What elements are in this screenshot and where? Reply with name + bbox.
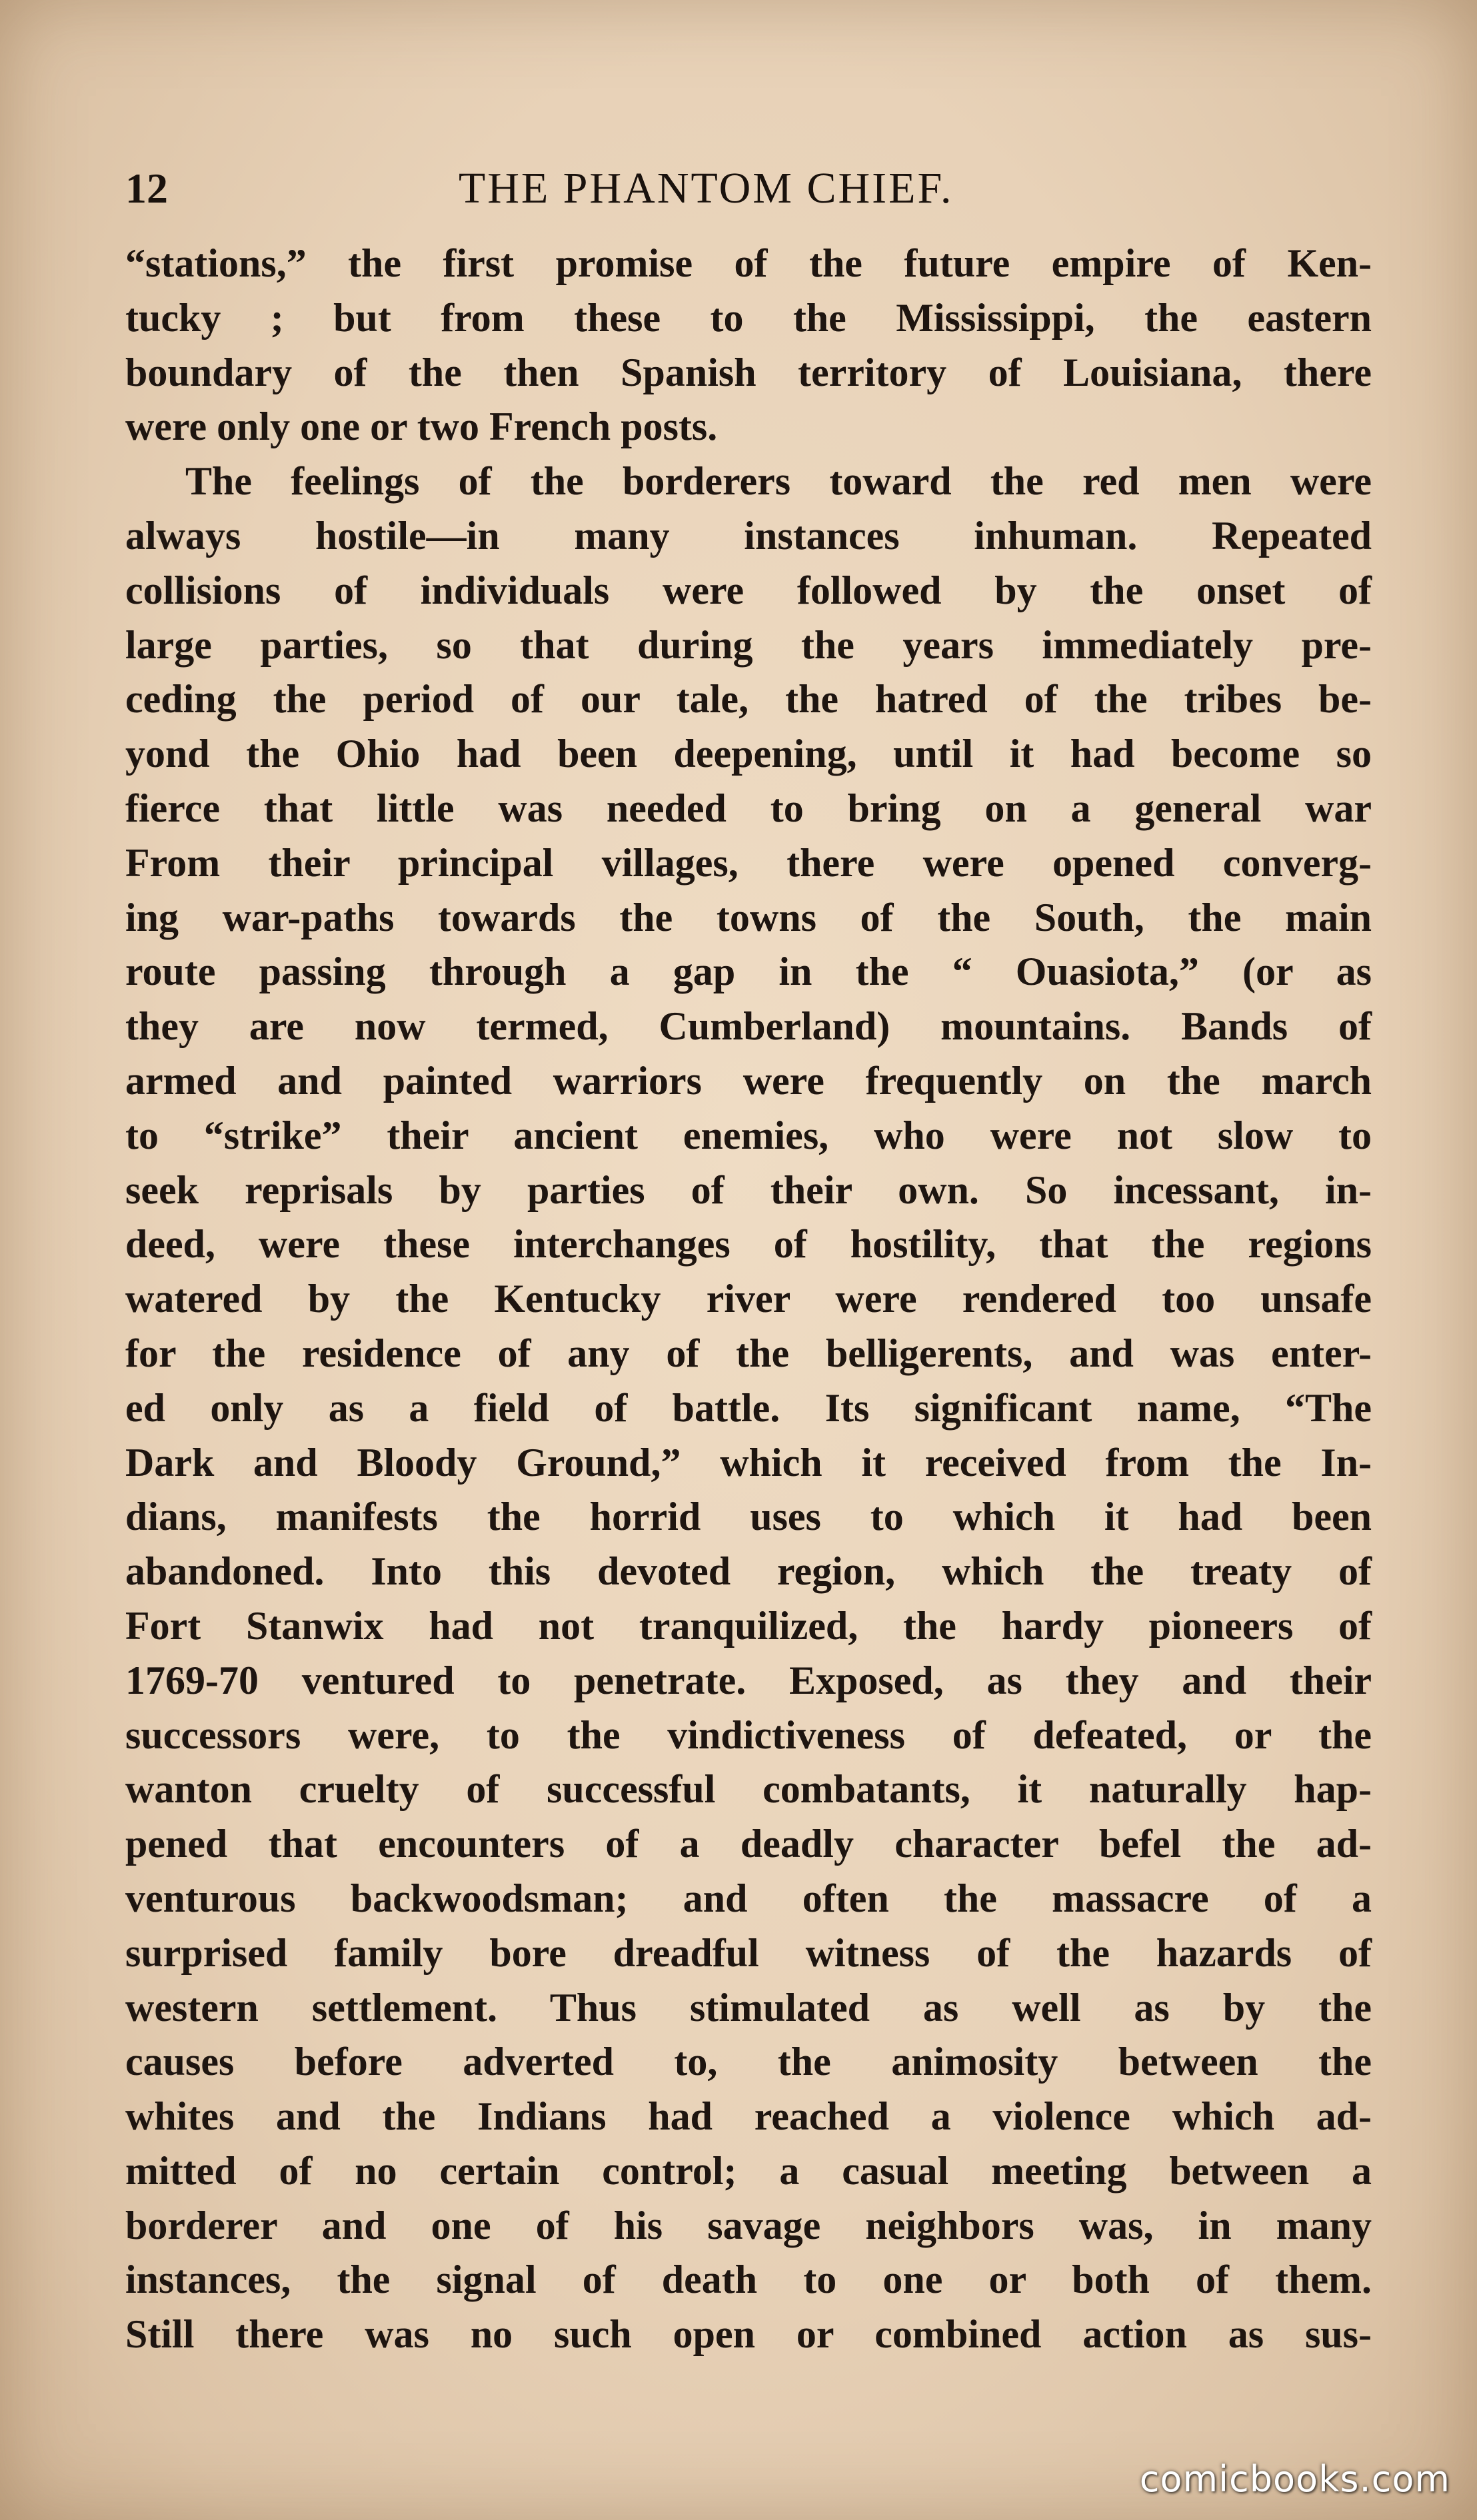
- text-line: surprised family bore dreadful witness of the hazards of: [125, 1930, 1372, 1975]
- text-line: venturous backwoodsman; and often the massacre of a: [125, 1876, 1372, 1920]
- text-line: yond the Ohio had been deepening, until it had become so: [125, 732, 1372, 776]
- text-line: successors were, to the vindictiveness of defeated, or the: [125, 1712, 1372, 1757]
- text-line: ing war-paths towards the towns of the South, the main: [125, 895, 1372, 940]
- text-line: dians, manifests the horrid uses to which it had been: [125, 1495, 1372, 1539]
- text-line: they are now termed, Cumberland) mountains. Bands of: [125, 1004, 1372, 1049]
- page-header: [125, 159, 1378, 219]
- text-line: armed and painted warriors were frequently on the march: [125, 1058, 1372, 1103]
- text-line: large parties, so that during the years immediately pre-: [125, 622, 1372, 667]
- page-number: 12: [125, 165, 168, 212]
- text-line: were only one or two French posts.: [125, 404, 718, 449]
- text-line: borderer and one of his savage neighbors was, in many: [125, 2203, 1372, 2247]
- text-line: boundary of the then Spanish territory of Louisiana, there: [125, 350, 1372, 394]
- text-line: causes before adverted to, the animosity between the: [125, 2040, 1372, 2084]
- text-line: wanton cruelty of successful combatants, it naturally hap-: [125, 1767, 1372, 1812]
- text-line: watered by the Kentucky river were rendered too unsafe: [125, 1277, 1372, 1321]
- text-line: collisions of individuals were followed by the onset of: [125, 568, 1372, 612]
- text-line: Fort Stanwix had not tranquilized, the hardy pioneers of: [125, 1603, 1372, 1648]
- text-line: instances, the signal of death to one or both of them.: [125, 2257, 1372, 2302]
- text-line: 1769-70 ventured to penetrate. Exposed, as they and their: [125, 1658, 1372, 1702]
- text-line: pened that encounters of a deadly character befel the ad-: [125, 1822, 1372, 1866]
- text-line: seek reprisals by parties of their own. So incessant, in-: [125, 1167, 1372, 1212]
- text-line: mitted of no certain control; a casual meeting between a: [125, 2148, 1372, 2193]
- body-text: [125, 237, 1372, 2362]
- text-line: ceding the period of our tale, the hatred of the tribes be-: [125, 677, 1372, 722]
- text-line: always hostile—in many instances inhuman. Repeated: [125, 513, 1372, 558]
- text-line: western settlement. Thus stimulated as well as by the: [125, 1985, 1372, 2030]
- paragraph-first-line: The feelings of the borderers toward the red men were: [185, 459, 1372, 504]
- text-line: whites and the Indians had reached a violence which ad-: [125, 2094, 1372, 2139]
- text-line: abandoned. Into this devoted region, which the treaty of: [125, 1549, 1372, 1594]
- text-line: route passing through a gap in the “ Ouasiota,” (or as: [125, 949, 1372, 994]
- text-line: Still there was no such open or combined action as sus-: [125, 2312, 1372, 2357]
- text-line: From their principal villages, there were opened converg-: [125, 840, 1372, 885]
- text-line: fierce that little was needed to bring on a general war: [125, 786, 1372, 830]
- watermark: comicbooks.com: [1139, 2458, 1450, 2500]
- text-line: to “strike” their ancient enemies, who were not slow to: [125, 1113, 1372, 1157]
- text-line: tucky ; but from these to the Mississippi, the eastern: [125, 295, 1372, 340]
- running-title: THE PHANTOM CHIEF.: [459, 164, 954, 213]
- text-line: for the residence of any of the belligerents, and was enter-: [125, 1331, 1372, 1375]
- text-line: deed, were these interchanges of hostility, that the regions: [125, 1222, 1372, 1267]
- text-line: “stations,” the first promise of the future empire of Ken-: [125, 241, 1372, 285]
- text-line: Dark and Bloody Ground,” which it received from the In-: [125, 1440, 1372, 1485]
- text-line: ed only as a field of battle. Its significant name, “The: [125, 1385, 1372, 1430]
